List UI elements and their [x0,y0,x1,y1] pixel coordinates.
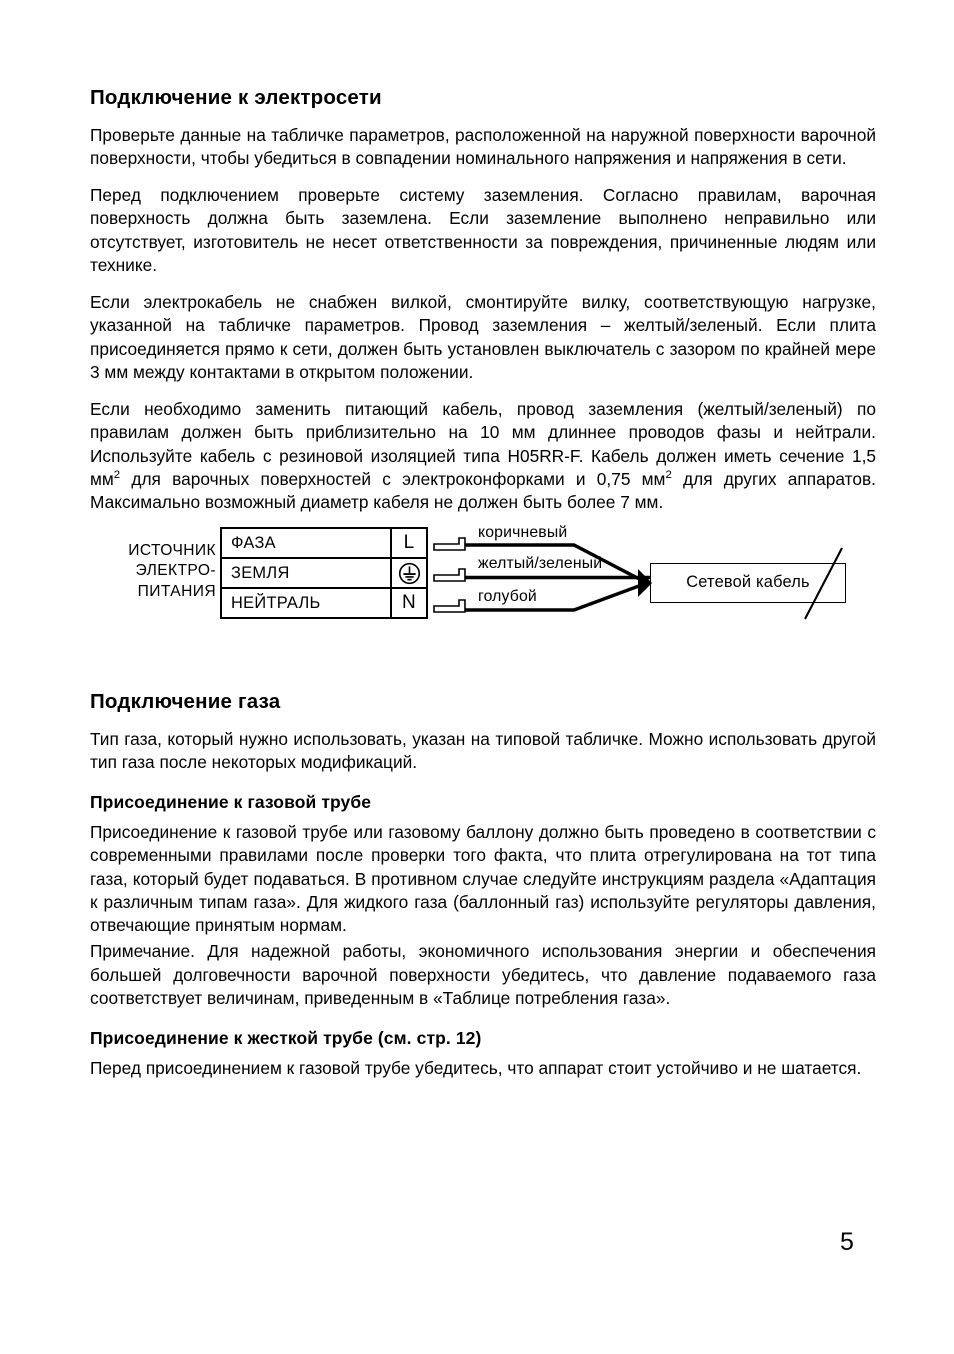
terminal-code-phase: L [391,528,427,558]
cable-spec-part-1: Если необходимо заменить питающий кабель, провод заземления (желтый/зеленый) по правилам должен быть приблизительно на 10 мм длиннее проводов фазы и нейтрали. Используйте кабель с резиновой изоляцией типа H05RR-F. Кабель должен иметь сечение 1,5 мм [90,399,876,489]
page-number: 5 [840,1228,854,1256]
paragraph-gas-type: Тип газа, который нужно использовать, указан на типовой табличке. Можно использовать другой тип газа после некоторых модификаций. [90,728,876,772]
subheading-gas-pipe-connection: Присоединение к газовой трубе [90,792,372,813]
paragraph-rigid-pipe: Перед присоединением к газовой трубе убедитесь, что аппарат стоит устойчиво и не шатается. [90,1058,862,1079]
terminal-name-earth: ЗЕМЛЯ [221,558,391,588]
wire-label-yellow-green: желтый/зеленый [478,555,603,572]
cable-spec-part-3: для других аппаратов. Максимально возможный диаметр кабеля не должен быть более 7 мм. [90,468,876,513]
gas-section [90,690,876,1081]
paragraph-cable-spec [90,398,876,514]
paragraph-grounding: Перед подключением проверьте систему заземления. Согласно правилам, варочная поверхность должна быть заземлена. Если заземление выполнено неправильно или отсутствует, изготовитель не несет ответственности за повреждения, причиненные людям или технике. [90,185,876,275]
power-source-label-line3: ПИТАНИЯ [137,582,216,600]
section-heading-gas: Подключение газа [90,690,281,713]
terminal-code-neutral: N [391,588,427,618]
paragraph-gas-note: Примечание. Для надежной работы, экономичного использования энергии и обеспечения большей долговечности варочной поверхности убедитесь, что давление подаваемого газа соответствует величинам, приведенным в «Таблице потребления газа». [90,941,876,1008]
superscript-square-2: 2 [665,469,672,482]
wire-label-blue: голубой [478,588,537,605]
paragraph-gas-pipe-rules: Присоединение к газовой трубе или газовому баллону должно быть проведено в соответствии с современными правилами после проверки того факта, что плита отрегулирована на тот типа газа, который будет подаваться. В противном случае следуйте инструкциям раздела «Адаптация к различным типам газа». Для жидкого газа (баллонный газ) используйте регуляторы давления, отвечающие принятым нормам. [90,822,876,936]
cable-box-label: Сетевой кабель [686,573,810,591]
paragraph-plug-installation: Если электрокабель не снабжен вилкой, смонтируйте вилку, соответствующую нагрузке, указанной на табличке параметров. Провод заземления – желтый/зеленый. Если плита присоединяется прямо к сети, должен быть установлен выключатель с зазором по крайней мере 3 мм между контактами в открытом положении. [90,292,876,382]
subheading-rigid-pipe-connection: Присоединение к жесткой трубе (см. стр. 12) [90,1028,482,1049]
superscript-square-1: 2 [113,469,121,482]
wiring-diagram [90,512,880,647]
terminal-name-phase: ФАЗА [221,528,391,558]
power-source-label-line1: ИСТОЧНИК [128,542,216,559]
section-heading-electrical: Подключение к электросети [90,86,382,109]
page-content [90,86,876,514]
power-source-label-line2: ЭЛЕКТРО- [135,562,216,580]
cable-spec-part-2: для варочных поверхностей с электроконфорками и 0,75 мм [120,468,666,489]
wire-label-brown: коричневый [478,524,568,541]
paragraph-rating-plate: Проверьте данные на табличке параметров, расположенной на наружной поверхности варочной поверхности, чтобы убедиться в совпадении номинального напряжения и напряжения в сети. [90,124,876,168]
cable-end-slash [90,512,880,647]
terminal-name-neutral: НЕЙТРАЛЬ [221,588,391,618]
